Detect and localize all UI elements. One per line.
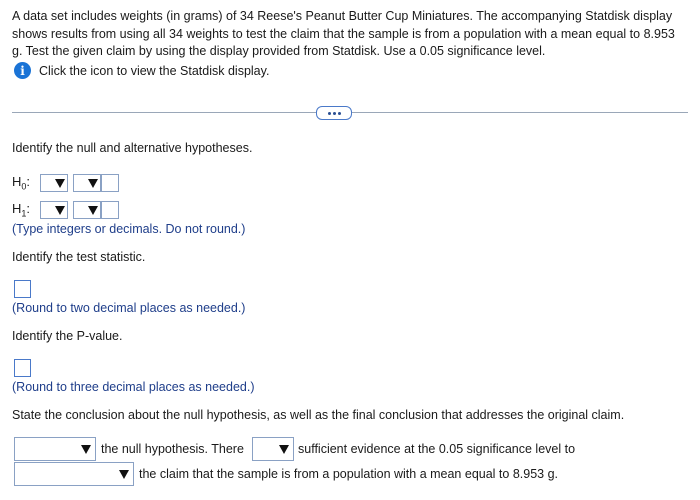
h1-label: $H_1$: xyxy=(12,201,31,219)
test-statistic-note: (Round to two decimal places as needed.) xyxy=(12,301,246,315)
h0-operator-dropdown[interactable] xyxy=(73,174,101,192)
h1-operator-dropdown[interactable] xyxy=(73,201,101,219)
h0-row xyxy=(12,174,119,192)
h1-value-input[interactable] xyxy=(101,201,119,219)
reject-decision-dropdown[interactable] xyxy=(14,437,96,461)
conclusion-prompt: State the conclusion about the null hypothesis, as well as the final conclusion that addresses the original claim. xyxy=(12,408,625,422)
claim-decision-dropdown[interactable] xyxy=(14,462,134,486)
divider-left xyxy=(12,112,316,113)
dropdown-arrow-icon xyxy=(88,179,98,188)
dropdown-arrow-icon xyxy=(81,445,91,454)
hypotheses-note: (Type integers or decimals. Do not round.) xyxy=(12,222,246,236)
h1-parameter-dropdown[interactable] xyxy=(40,201,68,219)
dropdown-arrow-icon xyxy=(279,445,289,454)
dropdown-arrow-icon xyxy=(55,179,65,188)
dot-icon xyxy=(333,112,336,115)
conclusion-text-3: the claim that the sample is from a population with a mean equal to 8.953 g. xyxy=(139,467,558,481)
dropdown-arrow-icon xyxy=(119,470,129,479)
h0-value-input[interactable] xyxy=(101,174,119,192)
expand-more-button[interactable] xyxy=(316,106,352,120)
info-row[interactable] xyxy=(14,62,269,79)
p-value-prompt: Identify the P-value. xyxy=(12,329,123,343)
info-icon[interactable]: i xyxy=(14,62,31,79)
info-link-text[interactable]: Click the icon to view the Statdisk display. xyxy=(39,63,270,78)
question-text: A data set includes weights (in grams) of 34 Reese's Peanut Butter Cup Miniatures. The accompanying Statdisk display shows results from using all 34 weights to test the claim that the sample is from a population with a mean equal to 8.953 g. Test the given claim by using the display provided from Statdisk. Use a 0.05 significance level. xyxy=(12,9,675,58)
dropdown-arrow-icon xyxy=(55,206,65,215)
h0-label: $H_0$: xyxy=(12,174,31,192)
p-value-input[interactable] xyxy=(14,359,31,377)
conclusion-text-2: sufficient evidence at the 0.05 significance level to xyxy=(298,442,576,456)
hypotheses-prompt: Identify the null and alternative hypotheses. xyxy=(12,141,253,155)
dot-icon xyxy=(338,112,341,115)
h1-row xyxy=(12,201,119,219)
h0-parameter-dropdown[interactable] xyxy=(40,174,68,192)
test-statistic-input[interactable] xyxy=(14,280,31,298)
test-statistic-prompt: Identify the test statistic. xyxy=(12,250,146,264)
evidence-dropdown[interactable] xyxy=(252,437,294,461)
dot-icon xyxy=(328,112,331,115)
p-value-note: (Round to three decimal places as needed.) xyxy=(12,380,255,394)
conclusion-text-1: the null hypothesis. There xyxy=(101,442,244,456)
divider-right xyxy=(352,112,688,113)
dropdown-arrow-icon xyxy=(88,206,98,215)
